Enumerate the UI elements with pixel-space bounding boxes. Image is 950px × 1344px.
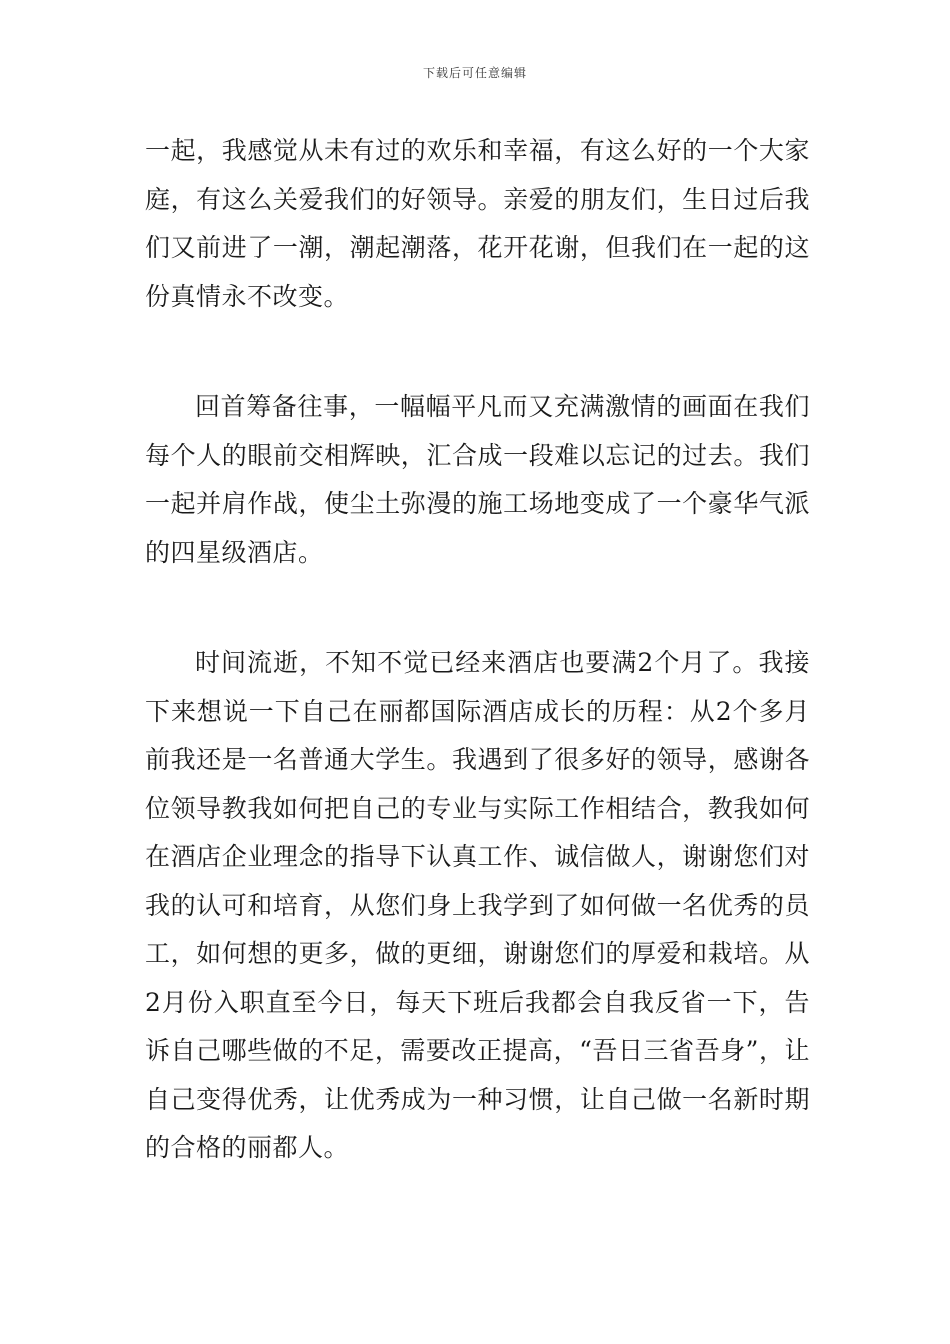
paragraph-spacer <box>145 577 810 639</box>
document-body <box>145 127 810 1173</box>
paragraph-spacer <box>145 321 810 383</box>
page-header-note: 下载后可任意编辑 <box>422 66 527 80</box>
paragraph-preparation-memories: 回首筹备往事，一幅幅平凡而又充满激情的画面在我们每个人的眼前交相辉映，汇合成一段难以忘记的过去。我们一起并肩作战，使尘土弥漫的施工场地变成了一个豪华气派的四星级酒店。 <box>145 392 810 567</box>
paragraph-growth-journey: 时间流逝，不知不觉已经来酒店也要满2个月了。我接下来想说一下自己在丽都国际酒店成长的历程：从2个多月前我还是一名普通大学生。我遇到了很多好的领导，感谢各位领导教我如何把自己的专业与实际工作相结合，教我如何在酒店企业理念的指导下认真工作、诚信做人，谢谢您们对我的认可和培育，从您们身上我学到了如何做一名优秀的员工，如何想的更多，做的更细，谢谢您们的厚爱和栽培。从2月份入职直至今日，每天下班后我都会自我反省一下，告诉自己哪些做的不足，需要改正提高，“吾日三省吾身”，让自己变得优秀，让优秀成为一种习惯，让自己做一名新时期的合格的丽都人。 <box>145 648 810 1162</box>
paragraph-continuation: 一起，我感觉从未有过的欢乐和幸福，有这么好的一个大家庭，有这么关爱我们的好领导。亲爱的朋友们，生日过后我们又前进了一潮，潮起潮落，花开花谢，但我们在一起的这份真情永不改变。 <box>145 136 810 311</box>
